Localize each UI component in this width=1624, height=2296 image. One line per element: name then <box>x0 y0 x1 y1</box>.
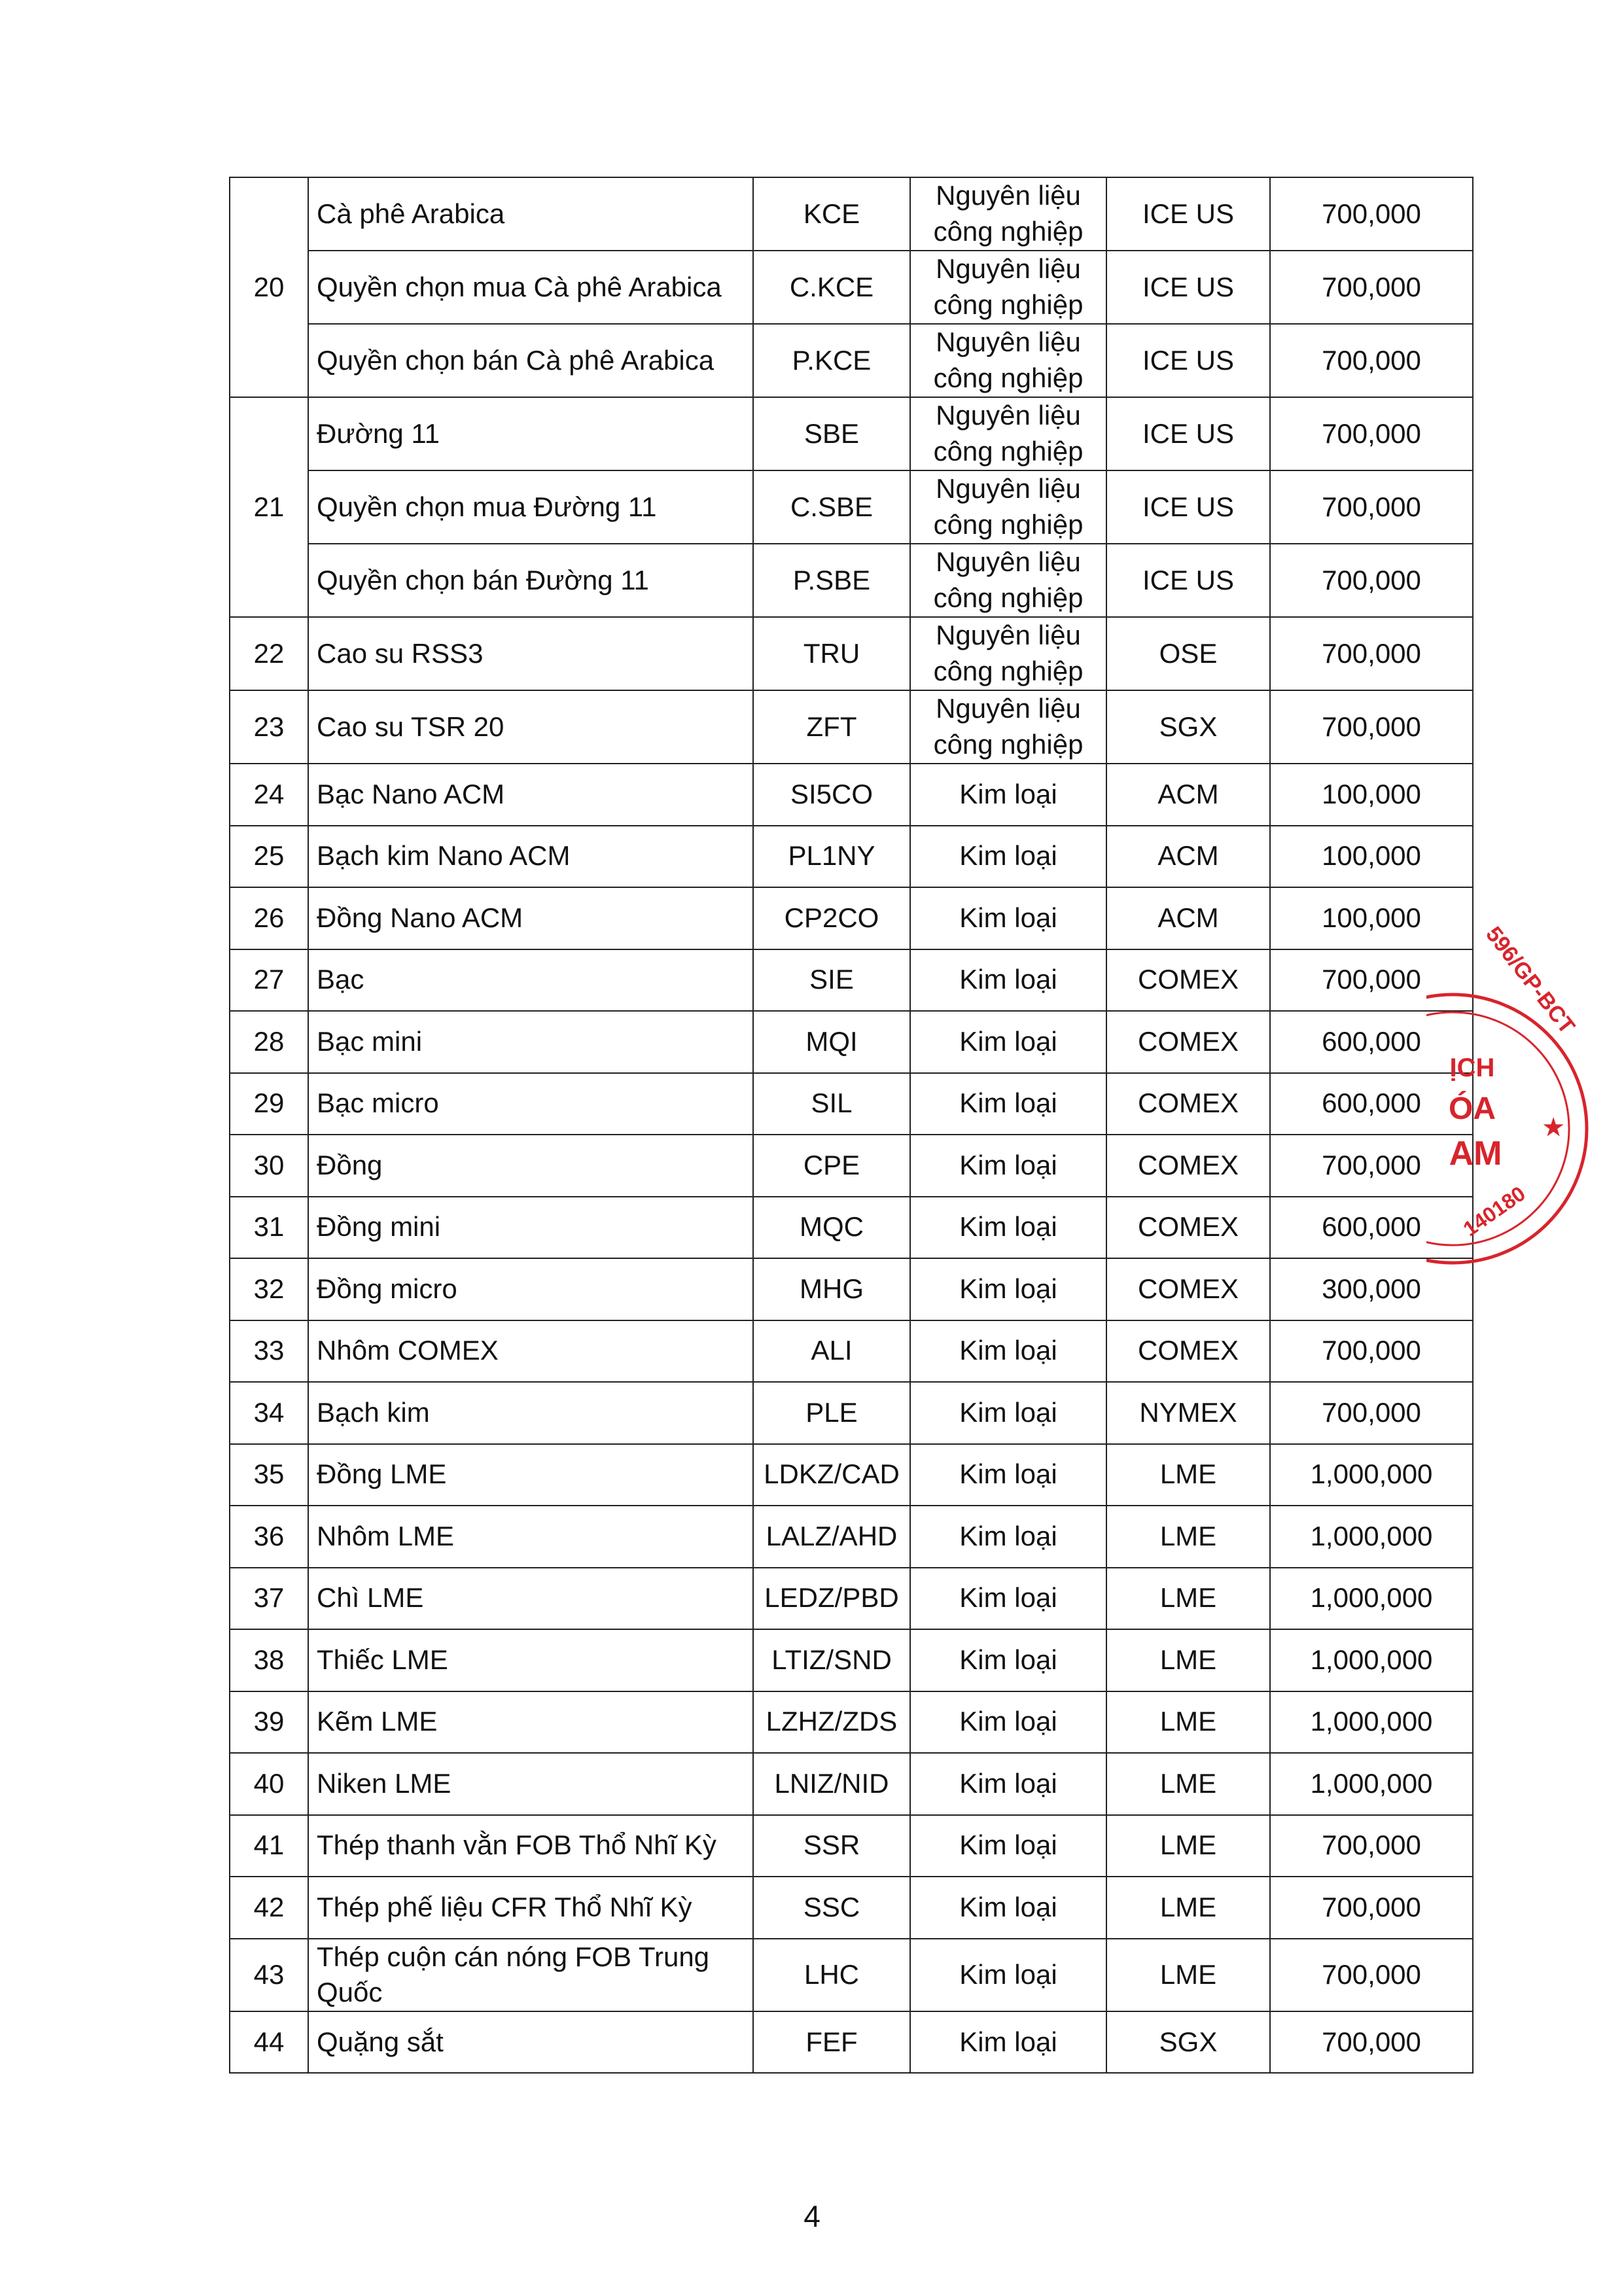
commodity-name-cell: Thép thanh vằn FOB Thổ Nhĩ Kỳ <box>308 1815 753 1877</box>
row-number-cell: 32 <box>230 1258 308 1320</box>
table-row <box>230 397 1473 470</box>
table-row <box>230 1444 1473 1506</box>
table-row <box>230 324 1473 397</box>
value-cell: 700,000 <box>1270 617 1473 690</box>
exchange-cell: ICE US <box>1106 177 1270 251</box>
commodity-category-cell: Kim loại <box>910 1877 1106 1939</box>
page-number: 4 <box>803 2199 821 2233</box>
value-cell: 700,000 <box>1270 1815 1473 1877</box>
commodity-code-cell: SBE <box>753 397 910 470</box>
commodity-code-cell: FEF <box>753 2011 910 2074</box>
table-row <box>230 1011 1473 1073</box>
commodity-code-cell: SSR <box>753 1815 910 1877</box>
exchange-cell: LME <box>1106 1506 1270 1568</box>
row-number-cell: 40 <box>230 1753 308 1815</box>
commodity-code-cell: SIL <box>753 1073 910 1135</box>
seal-star-icon: ★ <box>1543 1114 1564 1140</box>
commodity-category-cell: Nguyên liệu công nghiệp <box>910 690 1106 764</box>
value-cell: 700,000 <box>1270 1382 1473 1444</box>
commodity-category-cell: Nguyên liệu công nghiệp <box>910 324 1106 397</box>
commodity-code-cell: P.KCE <box>753 324 910 397</box>
value-cell: 700,000 <box>1270 251 1473 324</box>
value-cell: 1,000,000 <box>1270 1506 1473 1568</box>
exchange-cell: ACM <box>1106 826 1270 888</box>
commodity-category-cell: Kim loại <box>910 1320 1106 1383</box>
exchange-cell: COMEX <box>1106 1258 1270 1320</box>
commodity-name-cell: Quặng sắt <box>308 2011 753 2074</box>
row-number-cell: 28 <box>230 1011 308 1073</box>
exchange-cell: OSE <box>1106 617 1270 690</box>
commodity-code-cell: C.SBE <box>753 470 910 544</box>
table-row <box>230 1506 1473 1568</box>
commodity-name-cell: Bạch kim Nano ACM <box>308 826 753 888</box>
table-row <box>230 544 1473 617</box>
commodity-name-cell: Quyền chọn bán Cà phê Arabica <box>308 324 753 397</box>
commodity-code-cell: ZFT <box>753 690 910 764</box>
table-row <box>230 2011 1473 2074</box>
seal-text-top: 596/GP-BCT <box>1481 922 1580 1039</box>
value-cell: 600,000 <box>1270 1011 1473 1073</box>
commodity-name-cell: Bạc micro <box>308 1073 753 1135</box>
commodity-name-cell: Bạc Nano ACM <box>308 764 753 826</box>
value-cell: 1,000,000 <box>1270 1691 1473 1754</box>
row-number-cell: 38 <box>230 1629 308 1691</box>
commodity-name-cell: Cà phê Arabica <box>308 177 753 251</box>
commodity-code-cell: PL1NY <box>753 826 910 888</box>
table-row <box>230 177 1473 251</box>
table-row <box>230 1815 1473 1877</box>
table-row <box>230 1629 1473 1691</box>
commodity-name-cell: Cao su TSR 20 <box>308 690 753 764</box>
exchange-cell: SGX <box>1106 690 1270 764</box>
value-cell: 700,000 <box>1270 324 1473 397</box>
table-row <box>230 764 1473 826</box>
commodity-name-cell: Quyền chọn bán Đường 11 <box>308 544 753 617</box>
exchange-cell: LME <box>1106 1877 1270 1939</box>
exchange-cell: LME <box>1106 1939 1270 2011</box>
exchange-cell: ACM <box>1106 887 1270 949</box>
exchange-cell: SGX <box>1106 2011 1270 2074</box>
exchange-cell: ICE US <box>1106 397 1270 470</box>
value-cell: 1,000,000 <box>1270 1629 1473 1691</box>
row-number-cell: 26 <box>230 887 308 949</box>
table-row <box>230 949 1473 1012</box>
commodity-code-cell: TRU <box>753 617 910 690</box>
commodity-category-cell: Kim loại <box>910 1011 1106 1073</box>
commodity-category-cell: Kim loại <box>910 1629 1106 1691</box>
commodity-table <box>229 177 1474 2074</box>
commodity-code-cell: LEDZ/PBD <box>753 1568 910 1630</box>
commodity-name-cell: Bạc <box>308 949 753 1012</box>
commodity-category-cell: Kim loại <box>910 2011 1106 2074</box>
commodity-code-cell: CP2CO <box>753 887 910 949</box>
value-cell: 700,000 <box>1270 949 1473 1012</box>
value-cell: 700,000 <box>1270 690 1473 764</box>
commodity-code-cell: LDKZ/CAD <box>753 1444 910 1506</box>
value-cell: 1,000,000 <box>1270 1568 1473 1630</box>
exchange-cell: LME <box>1106 1815 1270 1877</box>
commodity-code-cell: P.SBE <box>753 544 910 617</box>
table-row <box>230 1258 1473 1320</box>
commodity-code-cell: SIE <box>753 949 910 1012</box>
commodity-code-cell: PLE <box>753 1382 910 1444</box>
seal-text-line: ỊCH <box>1449 1053 1495 1082</box>
exchange-cell: ICE US <box>1106 470 1270 544</box>
exchange-cell: LME <box>1106 1444 1270 1506</box>
commodity-name-cell: Thép cuộn cán nóng FOB Trung Quốc <box>308 1939 753 2011</box>
table-row <box>230 1197 1473 1259</box>
value-cell: 700,000 <box>1270 1135 1473 1197</box>
commodity-code-cell: LZHZ/ZDS <box>753 1691 910 1754</box>
value-cell: 700,000 <box>1270 1939 1473 2011</box>
row-number-cell: 37 <box>230 1568 308 1630</box>
commodity-name-cell: Cao su RSS3 <box>308 617 753 690</box>
value-cell: 700,000 <box>1270 470 1473 544</box>
row-number-cell: 33 <box>230 1320 308 1383</box>
row-number-cell: 21 <box>230 397 308 617</box>
commodity-name-cell: Đường 11 <box>308 397 753 470</box>
commodity-category-cell: Kim loại <box>910 1691 1106 1754</box>
table-row <box>230 826 1473 888</box>
table-row <box>230 1073 1473 1135</box>
commodity-category-cell: Kim loại <box>910 1939 1106 2011</box>
table-row <box>230 1568 1473 1630</box>
exchange-cell: LME <box>1106 1691 1270 1754</box>
commodity-category-cell: Kim loại <box>910 1815 1106 1877</box>
commodity-code-cell: SI5CO <box>753 764 910 826</box>
exchange-cell: ICE US <box>1106 324 1270 397</box>
commodity-name-cell: Quyền chọn mua Đường 11 <box>308 470 753 544</box>
table-row <box>230 1691 1473 1754</box>
commodity-category-cell: Nguyên liệu công nghiệp <box>910 251 1106 324</box>
seal-text-line: ÓA <box>1449 1091 1496 1126</box>
commodity-code-cell: MQC <box>753 1197 910 1259</box>
table-row <box>230 1939 1473 2011</box>
commodity-category-cell: Kim loại <box>910 1444 1106 1506</box>
commodity-category-cell: Nguyên liệu công nghiệp <box>910 470 1106 544</box>
row-number-cell: 34 <box>230 1382 308 1444</box>
exchange-cell: COMEX <box>1106 1073 1270 1135</box>
row-number-cell: 27 <box>230 949 308 1012</box>
commodity-name-cell: Đồng <box>308 1135 753 1197</box>
value-cell: 100,000 <box>1270 887 1473 949</box>
table-row <box>230 887 1473 949</box>
table-row <box>230 1382 1473 1444</box>
row-number-cell: 30 <box>230 1135 308 1197</box>
commodity-category-cell: Kim loại <box>910 1073 1106 1135</box>
exchange-cell: COMEX <box>1106 1135 1270 1197</box>
value-cell: 100,000 <box>1270 764 1473 826</box>
commodity-category-cell: Kim loại <box>910 1506 1106 1568</box>
commodity-name-cell: Đồng LME <box>308 1444 753 1506</box>
commodity-table-body <box>230 177 1473 2073</box>
table-row <box>230 251 1473 324</box>
commodity-name-cell: Thép phế liệu CFR Thổ Nhĩ Kỳ <box>308 1877 753 1939</box>
table-row <box>230 690 1473 764</box>
row-number-cell: 20 <box>230 177 308 397</box>
table-row <box>230 617 1473 690</box>
commodity-category-cell: Kim loại <box>910 764 1106 826</box>
value-cell: 600,000 <box>1270 1073 1473 1135</box>
exchange-cell: COMEX <box>1106 1320 1270 1383</box>
row-number-cell: 35 <box>230 1444 308 1506</box>
commodity-name-cell: Niken LME <box>308 1753 753 1815</box>
commodity-category-cell: Kim loại <box>910 949 1106 1012</box>
row-number-cell: 42 <box>230 1877 308 1939</box>
commodity-code-cell: C.KCE <box>753 251 910 324</box>
commodity-category-cell: Nguyên liệu công nghiệp <box>910 617 1106 690</box>
commodity-name-cell: Đồng mini <box>308 1197 753 1259</box>
row-number-cell: 25 <box>230 826 308 888</box>
value-cell: 1,000,000 <box>1270 1444 1473 1506</box>
table-row <box>230 1135 1473 1197</box>
commodity-code-cell: LNIZ/NID <box>753 1753 910 1815</box>
value-cell: 1,000,000 <box>1270 1753 1473 1815</box>
value-cell: 700,000 <box>1270 1320 1473 1383</box>
table-row <box>230 1753 1473 1815</box>
exchange-cell: ACM <box>1106 764 1270 826</box>
commodity-code-cell: CPE <box>753 1135 910 1197</box>
commodity-name-cell: Nhôm COMEX <box>308 1320 753 1383</box>
seal-text-bottom: 140180 <box>1458 1181 1530 1241</box>
exchange-cell: LME <box>1106 1568 1270 1630</box>
row-number-cell: 36 <box>230 1506 308 1568</box>
commodity-code-cell: LTIZ/SND <box>753 1629 910 1691</box>
commodity-category-cell: Nguyên liệu công nghiệp <box>910 177 1106 251</box>
commodity-name-cell: Bạch kim <box>308 1382 753 1444</box>
commodity-name-cell: Thiếc LME <box>308 1629 753 1691</box>
table-row <box>230 1320 1473 1383</box>
row-number-cell: 29 <box>230 1073 308 1135</box>
value-cell: 700,000 <box>1270 1877 1473 1939</box>
row-number-cell: 41 <box>230 1815 308 1877</box>
commodity-name-cell: Quyền chọn mua Cà phê Arabica <box>308 251 753 324</box>
commodity-category-cell: Kim loại <box>910 826 1106 888</box>
commodity-code-cell: MQI <box>753 1011 910 1073</box>
commodity-code-cell: LHC <box>753 1939 910 2011</box>
row-number-cell: 43 <box>230 1939 308 2011</box>
value-cell: 700,000 <box>1270 397 1473 470</box>
commodity-category-cell: Kim loại <box>910 1753 1106 1815</box>
commodity-code-cell: SSC <box>753 1877 910 1939</box>
commodity-name-cell: Bạc mini <box>308 1011 753 1073</box>
commodity-category-cell: Kim loại <box>910 1135 1106 1197</box>
commodity-name-cell: Kẽm LME <box>308 1691 753 1754</box>
commodity-category-cell: Kim loại <box>910 1568 1106 1630</box>
commodity-category-cell: Kim loại <box>910 1197 1106 1259</box>
row-number-cell: 31 <box>230 1197 308 1259</box>
row-number-cell: 39 <box>230 1691 308 1754</box>
exchange-cell: COMEX <box>1106 1197 1270 1259</box>
commodity-name-cell: Chì LME <box>308 1568 753 1630</box>
value-cell: 600,000 <box>1270 1197 1473 1259</box>
commodity-code-cell: LALZ/AHD <box>753 1506 910 1568</box>
value-cell: 300,000 <box>1270 1258 1473 1320</box>
commodity-code-cell: KCE <box>753 177 910 251</box>
row-number-cell: 24 <box>230 764 308 826</box>
commodity-category-cell: Nguyên liệu công nghiệp <box>910 544 1106 617</box>
commodity-name-cell: Nhôm LME <box>308 1506 753 1568</box>
commodity-category-cell: Kim loại <box>910 1258 1106 1320</box>
exchange-cell: LME <box>1106 1629 1270 1691</box>
seal-text-line: AM <box>1449 1135 1502 1173</box>
exchange-cell: ICE US <box>1106 251 1270 324</box>
exchange-cell: ICE US <box>1106 544 1270 617</box>
value-cell: 700,000 <box>1270 177 1473 251</box>
commodity-name-cell: Đồng micro <box>308 1258 753 1320</box>
commodity-code-cell: MHG <box>753 1258 910 1320</box>
commodity-category-cell: Kim loại <box>910 1382 1106 1444</box>
commodity-name-cell: Đồng Nano ACM <box>308 887 753 949</box>
value-cell: 700,000 <box>1270 2011 1473 2074</box>
value-cell: 700,000 <box>1270 544 1473 617</box>
exchange-cell: COMEX <box>1106 1011 1270 1073</box>
row-number-cell: 23 <box>230 690 308 764</box>
row-number-cell: 44 <box>230 2011 308 2074</box>
exchange-cell: COMEX <box>1106 949 1270 1012</box>
row-number-cell: 22 <box>230 617 308 690</box>
commodity-code-cell: ALI <box>753 1320 910 1383</box>
exchange-cell: NYMEX <box>1106 1382 1270 1444</box>
commodity-category-cell: Kim loại <box>910 887 1106 949</box>
value-cell: 100,000 <box>1270 826 1473 888</box>
official-seal-stamp <box>1426 913 1623 1266</box>
commodity-category-cell: Nguyên liệu công nghiệp <box>910 397 1106 470</box>
exchange-cell: LME <box>1106 1753 1270 1815</box>
table-row <box>230 1877 1473 1939</box>
table-row <box>230 470 1473 544</box>
